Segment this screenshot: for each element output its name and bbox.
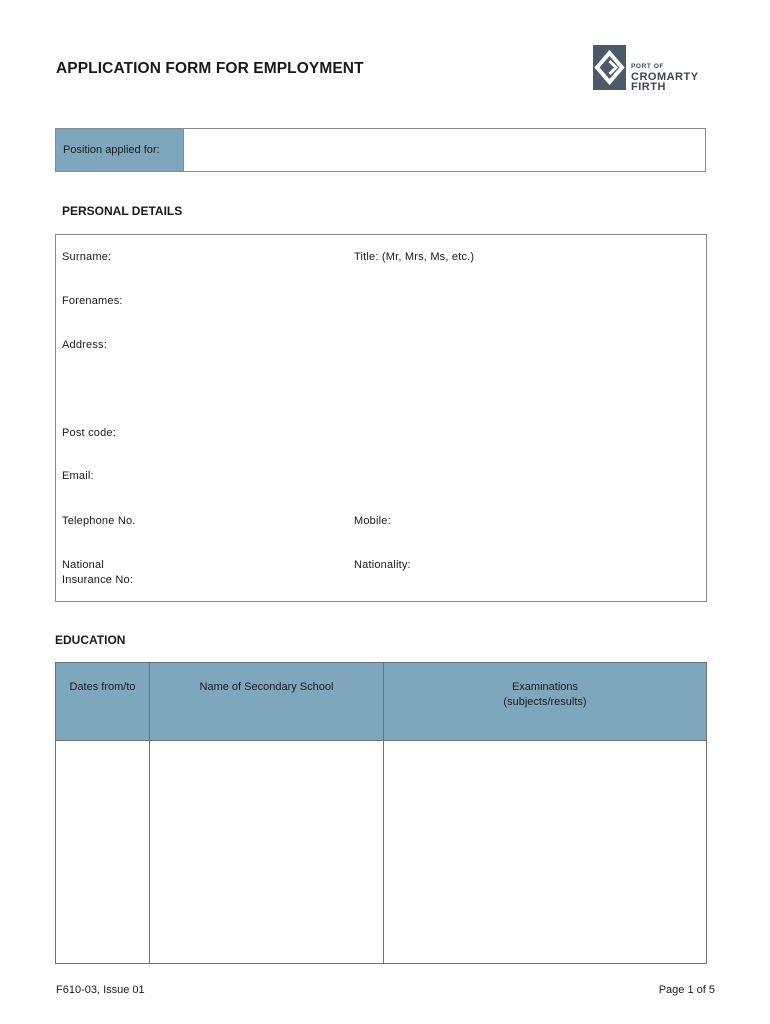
personal-details-heading: PERSONAL DETAILS bbox=[62, 204, 183, 218]
address-label: Address: bbox=[62, 339, 108, 351]
mobile-label: Mobile: bbox=[354, 515, 391, 527]
position-applied-row bbox=[55, 128, 706, 172]
table-row bbox=[56, 741, 707, 964]
position-label: Position applied for: bbox=[56, 129, 184, 171]
education-table bbox=[55, 662, 707, 964]
examinations-column-header: Examinations (subjects/results) bbox=[384, 663, 707, 741]
education-heading: EDUCATION bbox=[55, 633, 126, 647]
form-title: APPLICATION FORM FOR EMPLOYMENT bbox=[56, 60, 364, 77]
port-logo bbox=[593, 45, 708, 91]
forenames-label: Forenames: bbox=[62, 295, 123, 307]
school-cell[interactable] bbox=[150, 741, 384, 964]
personal-details-box bbox=[55, 234, 707, 602]
position-input[interactable] bbox=[185, 129, 705, 171]
nationality-label: Nationality: bbox=[354, 559, 411, 571]
surname-label: Surname: bbox=[62, 251, 112, 263]
dates-column-header: Dates from/to bbox=[56, 663, 150, 741]
postcode-label: Post code: bbox=[62, 427, 116, 439]
school-column-header: Name of Secondary School bbox=[150, 663, 384, 741]
page-number: Page 1 of 5 bbox=[658, 984, 715, 996]
dates-cell[interactable] bbox=[56, 741, 150, 964]
document-reference: F610-03, Issue 01 bbox=[56, 984, 145, 996]
examinations-cell[interactable] bbox=[384, 741, 707, 964]
logo-mark-icon bbox=[593, 45, 626, 90]
table-header-row bbox=[56, 663, 707, 741]
ni-label: National Insurance No: bbox=[62, 559, 134, 586]
telephone-label: Telephone No. bbox=[62, 515, 136, 527]
title-label: Title: (Mr, Mrs, Ms, etc.) bbox=[354, 251, 475, 263]
email-label: Email: bbox=[62, 470, 94, 482]
logo-text: PORT OF CROMARTY FIRTH bbox=[631, 63, 699, 93]
